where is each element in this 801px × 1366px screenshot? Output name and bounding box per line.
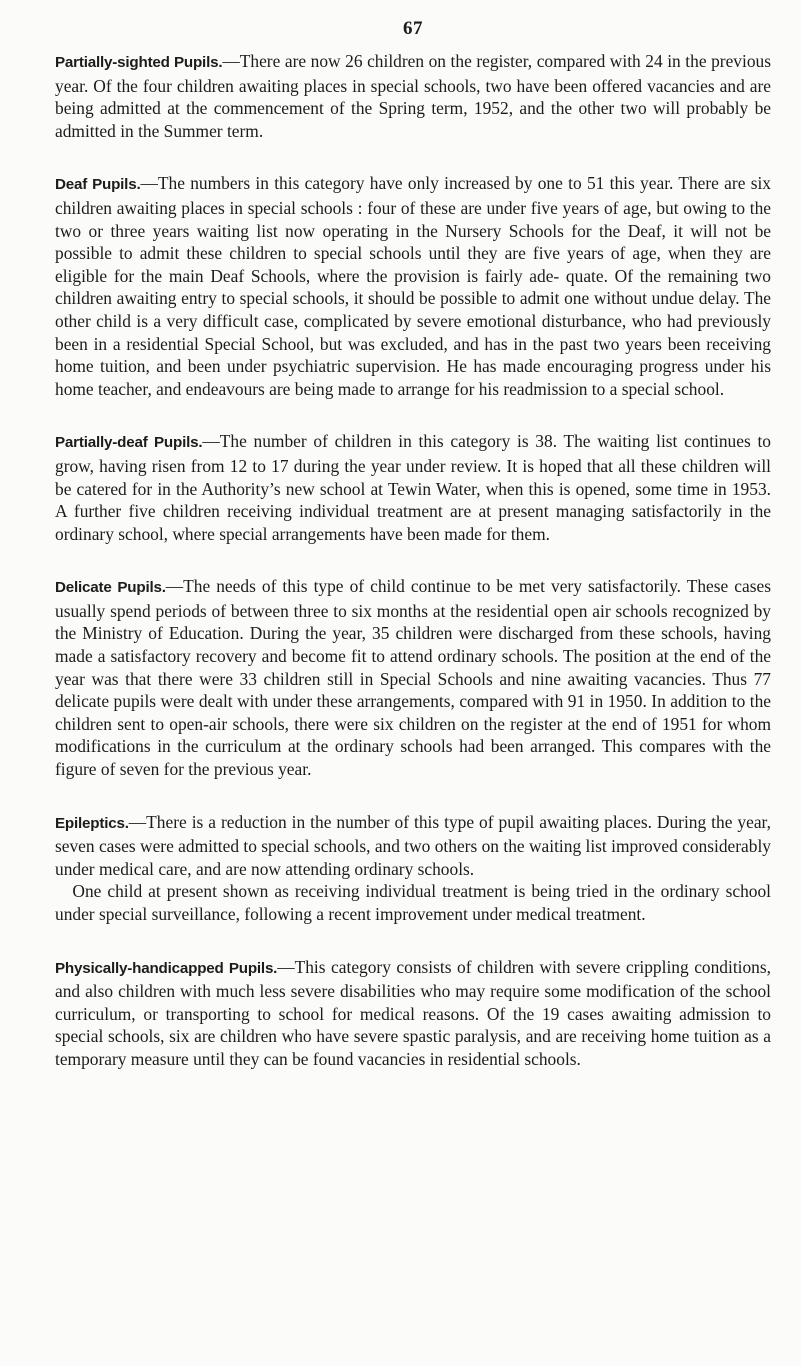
section-heading: Partially-deaf Pupils. — [55, 434, 203, 452]
section-epileptics-continued — [55, 880, 771, 925]
section-heading: Epileptics. — [55, 814, 129, 832]
section-partially-sighted — [55, 50, 771, 142]
section-heading: Partially-sighted Pupils. — [55, 54, 223, 71]
section-heading: Delicate Pupils. — [55, 579, 166, 597]
section-text: —The numbers in this category have only increased by one to 51 this year. There are six children awaiting places in special schools : four of these are under five years of age, but owing to the two or three years waiting list now operating in the Nursery Schools for the Deaf, it will not be possible to admit these children to special schools until they are five years of age, when they are eligible for the main Deaf Schools, where the provision is fairly ade- quate. Of the remaining two children awaiting entry to special schools, it should be possible to admit one without undue delay. The other child is a very difficult case, complicated by severe emotional disturbance, who had previously been in a residential Special School, but was excluded, and has in the past two years been receiving home tuition, and been under psychiatric supervision. He has made encouraging progress under his home teacher, and endeavours are being made to arrange for his readmission to a special school. — [55, 173, 772, 399]
section-heading: Physically-handicapped Pupils. — [55, 959, 278, 977]
page-number: 67 — [403, 18, 423, 39]
section-delicate — [55, 575, 771, 780]
section-text: —There are now 26 children on the register, compared with 24 in the previous year. Of the four children awaiting places in special schools, two have been offered vacancies and are being admitted at the commencement of the Spring term, 1952, and the other two will probably be admitted in the Summer term. — [55, 51, 771, 141]
section-heading: Deaf Pupils. — [55, 176, 141, 194]
section-epileptics — [55, 811, 771, 881]
section-text: —The needs of this type of child continue to be met very satisfactorily. These cases usually spend periods of between three to six months at the residential open air schools recognized by the Ministry of Education. During the year, 35 children were discharged from these schools, having made a satisfactory recovery and become fit to attend ordinary schools. The position at the end of the year was that there were 33 children still in Special Schools and nine awaiting vacancies. Thus 77 delicate pupils were dealt with under these arrangements, compared with 91 in 1950. In addition to the children sent to open-air schools, there were six children on the register at the end of 1951 for whom modifications in the curriculum at the ordinary schools had been arranged. This compares with the figure of seven for the previous year. — [55, 576, 771, 780]
section-text: —This category consists of children with severe crippling conditions, and also children with much less severe disabilities who may require some modification of the school curriculum, or transporting to school for medical reasons. Of the 19 cases awaiting admission to special schools, six are children who have severe spastic paralysis, and are receiving home tuition as a temporary measure until they can be found vacancies in residential schools. — [55, 956, 771, 1069]
section-text: One child at present shown as receiving individual treatment is being tried in the ordinary school under special surveillance, following a recent improvement under medical treatment. — [55, 881, 771, 924]
section-deaf — [55, 172, 771, 400]
page-content — [55, 18, 771, 1071]
section-text: —The number of children in this category is 38. The waiting list continues to grow, having risen from 12 to 17 during the year under review. It is hoped that all these children will be catered for in the Authority’s new school at Tewin Water, when this is opened, some time in 1953. A further five children receiving individual treatment are at present managing satisfactorily in the ordinary school, where special arrangements have been made for them. — [55, 431, 771, 544]
section-physically-handicapped — [55, 956, 771, 1071]
section-partially-deaf — [55, 430, 771, 545]
section-text: —There is a reduction in the number of this type of pupil awaiting places. During the year, seven cases were admitted to special schools, and two others on the waiting list improved considerably under medical care, and are now attending ordinary schools. — [55, 811, 771, 879]
